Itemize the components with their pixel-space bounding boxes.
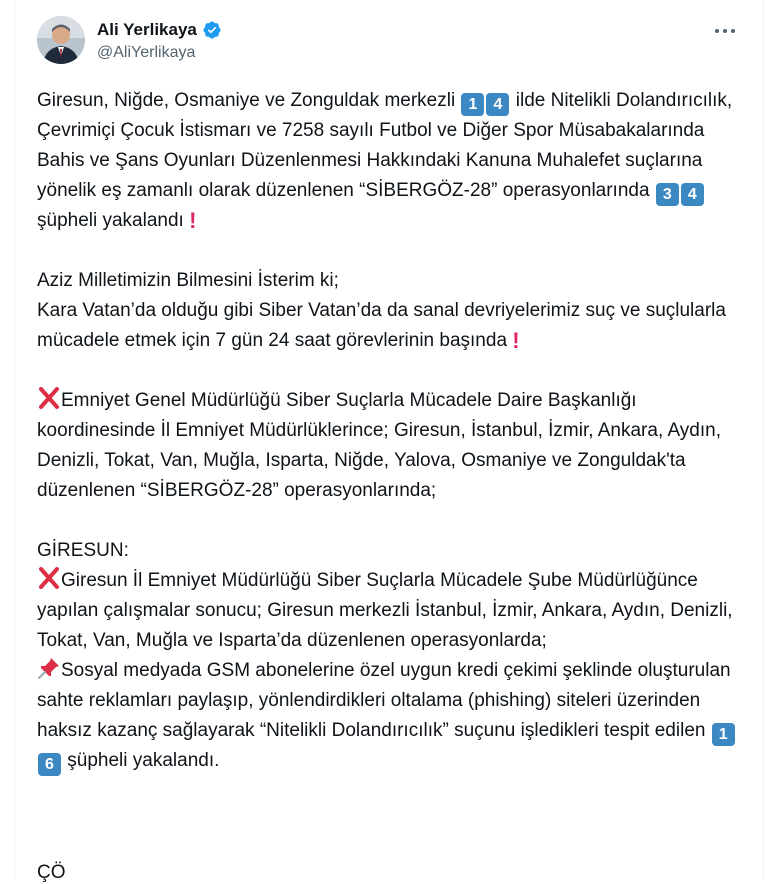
keycap-digit: 1	[712, 723, 735, 746]
author-name[interactable]: Ali Yerlikaya	[97, 20, 197, 39]
cross-mark-icon	[37, 567, 61, 589]
text-segment: Aziz Milletimizin Bilmesini İsterim ki;	[37, 270, 339, 291]
verified-badge-icon	[202, 20, 222, 40]
author-handle[interactable]: @AliYerlikaya	[97, 44, 196, 61]
text-segment: Kara Vatan’da olduğu gibi Siber Vatan’da da sanal devriyelerimiz suç ve suçlularla mücadele etmek için 7 gün 24 saat görevlerinin başında	[37, 300, 732, 351]
keycap-digit: 4	[681, 183, 704, 206]
paragraph-gap	[37, 356, 749, 386]
keycap-digit: 3	[656, 183, 679, 206]
keycap-digit: 6	[38, 753, 61, 776]
pushpin-icon	[37, 656, 61, 680]
more-horizontal-icon	[714, 28, 736, 34]
paragraph-operation-summary	[37, 86, 749, 236]
text-segment: ilde Nitelikli Dolandırıcılık, Çevrimiçi Çocuk İstismarı ve 7258 sayılı Futbol ve Diğer Spor Müsabakalarında Bahis ve Şans Oyunları Düzenlenmesi Hakkındaki Kanuna Muhalefet suçlarına yönelik eş zamanlı olarak düzenlenen “SİBERGÖZ-28” operasyonlarında	[37, 90, 738, 201]
avatar-image	[37, 16, 85, 64]
tweet-card	[14, 0, 764, 883]
cross-mark-icon	[37, 387, 61, 409]
text-segment: Emniyet Genel Müdürlüğü Siber Suçlarla Mücadele Daire Başkanlığı koordinesinde İl Emniyet Müdürlüklerince; Giresun, İstanbul, İzmir, Ankara, Aydın, Denizli, Tokat, Van, Muğla, Isparta, Niğde, Yalova, Osmaniye ve Zonguldak'ta düzenlenen “SİBERGÖZ-28” operasyonlarında;	[37, 390, 727, 501]
more-options-button[interactable]	[711, 20, 739, 42]
text-segment: Giresun, Niğde, Osmaniye ve Zonguldak merkezli	[37, 90, 461, 111]
text-segment: Sosyal medyada GSM abonelerine özel uygun kredi çekimi şeklinde oluşturulan sahte reklamları paylaşıp, yönlendirdikleri oltalama (phishing) siteleri üzerinden haksız kazanç sağlayarak “Nitelikli Dolandırıcılık” suçunu işledikleri tespit edilen	[37, 660, 736, 741]
truncated-next-line: ÇÖ	[37, 862, 66, 883]
paragraph-gap	[37, 236, 749, 266]
tweet-header	[37, 16, 743, 72]
tweet-text	[37, 86, 749, 776]
keycap-digit: 4	[486, 93, 509, 116]
text-segment: şüpheli yakalandı	[37, 180, 711, 231]
paragraph-coordination	[37, 386, 749, 506]
red-exclamation-icon: !	[512, 328, 520, 353]
text-segment: şüpheli yakalandı.	[62, 750, 220, 771]
paragraph-gap	[37, 506, 749, 536]
paragraph-announcement	[37, 266, 749, 356]
red-exclamation-icon: !	[189, 208, 197, 233]
text-segment: Giresun İl Emniyet Müdürlüğü Siber Suçlarla Mücadele Şube Müdürlüğünce yapılan çalışmalar sonucu; Giresun merkezli İstanbul, İzmir, Ankara, Aydın, Denizli, Tokat, Van, Muğla ve Isparta’da düzenlenen operasyonlarda;	[37, 570, 738, 651]
avatar[interactable]	[37, 16, 85, 64]
section-heading: GİRESUN:	[37, 540, 129, 561]
paragraph-giresun	[37, 536, 749, 776]
keycap-digit: 1	[461, 93, 484, 116]
author-name-row	[97, 20, 222, 40]
